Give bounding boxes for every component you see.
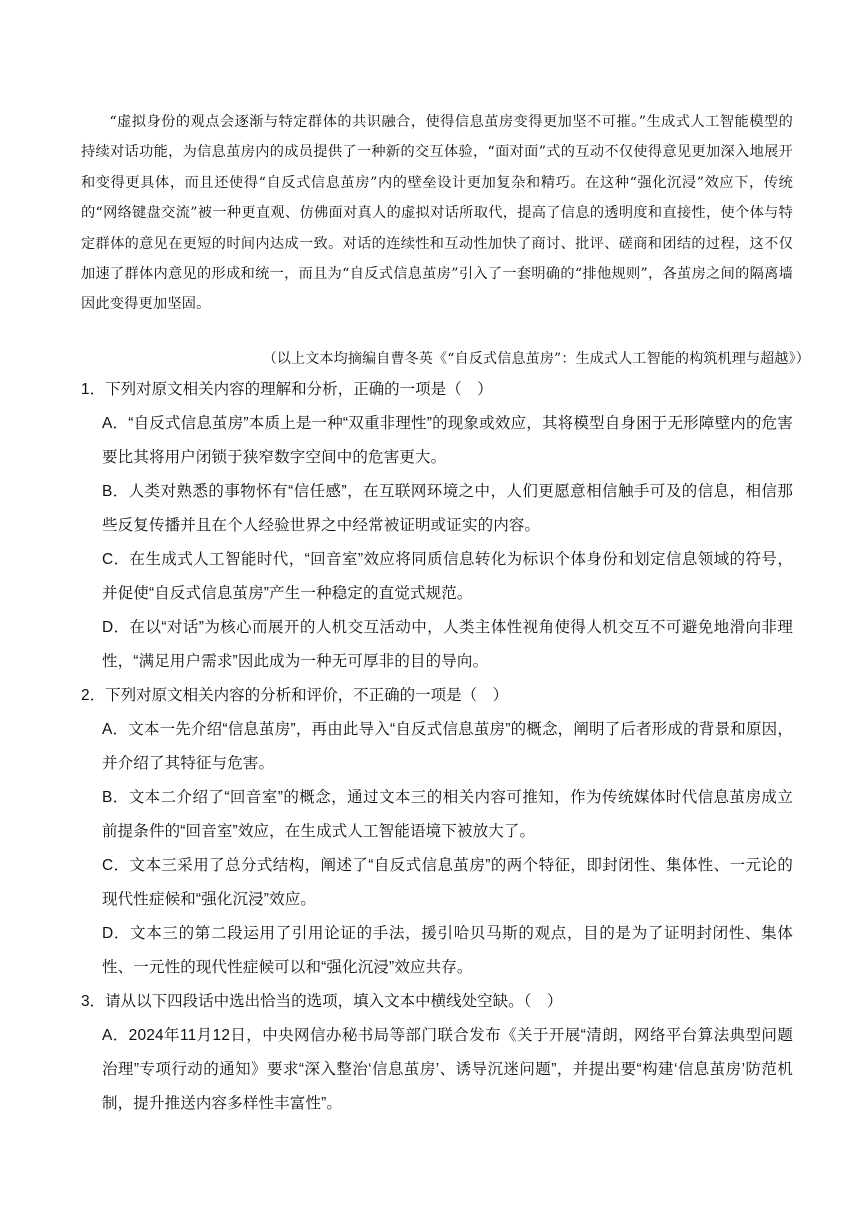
question-number: 1． (81, 381, 106, 398)
passage-paragraph: “虚拟身份的观点会逐渐与特定群体的共识融合，使得信息茧房变得更加坚不可摧。”生成式人工智能模型的持续对话功能，为信息茧房内的成员提供了一种新的交互体验，“面对面”式的互动不仅使得意见更加深入地展开和变得更具体，而且还使得“自反式信息茧房”内的壁垒设计更加复杂和精巧。在这种“强化沉浸”效应下，传统的“网络键盘交流”被一种更直观、仿佛面对真人的虚拟对话所取代，提高了信息的透明度和直接性，使个体与特定群体的意见在更短的时间内达成一致。对话的连续性和互动性加快了商讨、批评、磋商和团结的过程，这不仅加速了群体内意见的形成和统一，而且为“自反式信息茧房”引入了一套明确的“排他规则”，各茧房之间的隔离墙因此变得更加坚固。 (81, 114, 793, 313)
option-d: D．文本三的第二段运用了引用论证的手法，援引哈贝马斯的观点，目的是为了证明封闭性、集体性、一元性的现代性症候可以和“强化沉浸”效应共存。 (102, 925, 793, 976)
option-c: C．在生成式人工智能时代，“回音室”效应将同质信息转化为标识个体身份和划定信息领域的符号，并促使“自反式信息茧房”产生一种稳定的直觉式规范。 (102, 551, 793, 602)
question-stem (81, 679, 793, 713)
option-a: A．文本一先介绍“信息茧房”，再由此导入“自反式信息茧房”的概念，阐明了后者形成的背景和原因，并介绍了其特征与危害。 (102, 721, 793, 772)
question-1 (81, 373, 793, 679)
option-b: B．人类对熟悉的事物怀有“信任感”，在互联网环境之中，人们更愿意相信触手可及的信息，相信那些反复传播并且在个人经验世界之中经常被证明或证实的内容。 (102, 483, 793, 534)
question-number: 3． (81, 993, 106, 1010)
question-2 (81, 679, 793, 985)
question-text: 下列对原文相关内容的分析和评价，不正确的一项是（ ） (105, 687, 509, 704)
reading-passage (81, 107, 793, 320)
question-stem (81, 985, 793, 1019)
option-c: C．文本三采用了总分式结构，阐述了“自反式信息茧房”的两个特征，即封闭性、集体性、一元论的现代性症候和“强化沉浸”效应。 (102, 857, 793, 908)
question-text: 请从以下四段话中选出恰当的选项，填入文本中横线处空缺。（ ） (105, 993, 563, 1010)
question-number: 2． (81, 687, 106, 704)
question-stem (81, 373, 793, 407)
question-list (81, 373, 793, 1121)
question-3 (81, 985, 793, 1121)
option-a: A．2024年11月12日，中央网信办秘书局等部门联合发布《关于开展“清朗，网络平台算法典型问题治理”专项行动的通知》要求“深入整治‘信息茧房’、诱导沉迷问题”，并提出要“构建‘信息茧房’防范机制，提升推送内容多样性丰富性”。 (102, 1027, 793, 1112)
option-a: A．“自反式信息茧房”本质上是一种“双重非理性”的现象或效应，其将模型自身困于无形障壁内的危害要比其将用户闭锁于狭窄数字空间中的危害更大。 (102, 415, 793, 466)
source-citation: （以上文本均摘编自曹冬英《“自反式信息茧房”：生成式人工智能的构筑机理与超越》） (262, 351, 810, 367)
question-text: 下列对原文相关内容的理解和分析，正确的一项是（ ） (105, 381, 493, 398)
option-d: D．在以“对话”为核心而展开的人机交互活动中，人类主体性视角使得人机交互不可避免地滑向非理性，“满足用户需求”因此成为一种无可厚非的目的导向。 (102, 619, 793, 670)
option-b: B．文本二介绍了“回音室”的概念，通过文本三的相关内容可推知，作为传统媒体时代信息茧房成立前提条件的“回音室”效应，在生成式人工智能语境下被放大了。 (102, 789, 793, 840)
